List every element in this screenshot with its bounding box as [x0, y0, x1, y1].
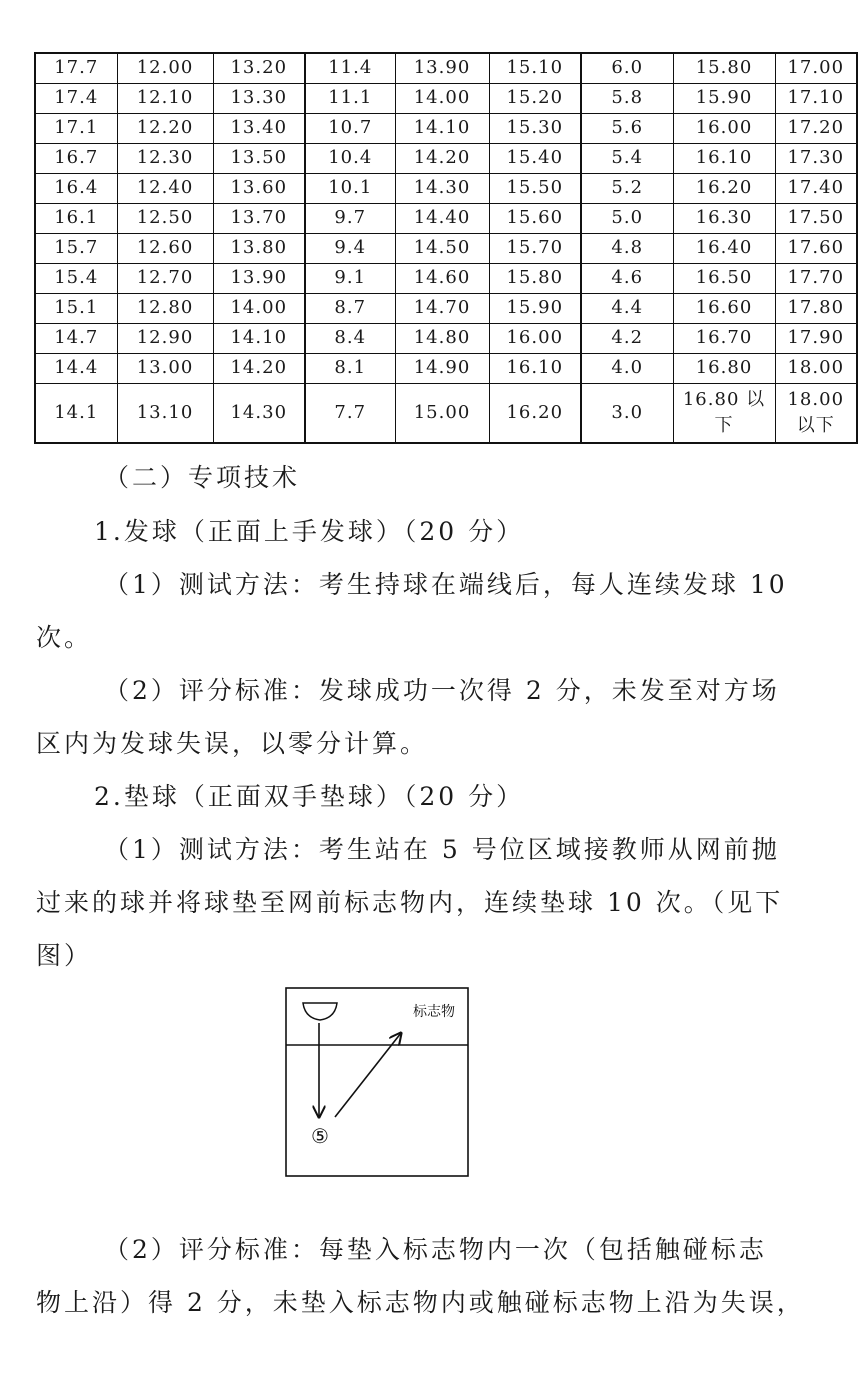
- table-cell: 15.20: [489, 83, 581, 113]
- table-row: [35, 113, 857, 143]
- table-cell: 14.7: [35, 323, 117, 353]
- table-row: [35, 143, 857, 173]
- score-table: [34, 52, 858, 444]
- table-cell: 16.80: [673, 353, 775, 383]
- table-cell: 18.00: [775, 353, 857, 383]
- table-cell: 12.90: [117, 323, 213, 353]
- table-cell: 15.7: [35, 233, 117, 263]
- item1-standard-line2: 区内为发球失误，以零分计算。: [36, 729, 429, 758]
- table-cell: 17.60: [775, 233, 857, 263]
- table-cell: 13.20: [213, 53, 305, 83]
- table-cell: 6.0: [581, 53, 673, 83]
- table-cell: 14.00: [213, 293, 305, 323]
- item2-method-line3: 图）: [36, 941, 93, 970]
- table-cell: 17.70: [775, 263, 857, 293]
- table-row: [35, 173, 857, 203]
- table-cell: 4.8: [581, 233, 673, 263]
- teacher-icon: [303, 1003, 337, 1020]
- table-cell: 15.50: [489, 173, 581, 203]
- item1-standard-line1: （2）评分标准：发球成功一次得 2 分，未发至对方场: [104, 676, 780, 705]
- table-cell: 5.0: [581, 203, 673, 233]
- marker-label: 标志物: [413, 1004, 455, 1020]
- table-cell: 14.10: [395, 113, 489, 143]
- table-cell: 16.1: [35, 203, 117, 233]
- table-cell: 18.00 以下: [775, 383, 857, 443]
- table-cell: 17.40: [775, 173, 857, 203]
- table-row: [35, 83, 857, 113]
- table-cell: 13.00: [117, 353, 213, 383]
- table-cell: 13.40: [213, 113, 305, 143]
- table-cell: 14.50: [395, 233, 489, 263]
- table-cell: 16.70: [673, 323, 775, 353]
- table-cell: 15.1: [35, 293, 117, 323]
- table-cell: 12.60: [117, 233, 213, 263]
- table-cell: 15.40: [489, 143, 581, 173]
- table-cell: 13.50: [213, 143, 305, 173]
- item2-standard-line1: （2）评分标准：每垫入标志物内一次（包括触碰标志: [104, 1235, 767, 1264]
- item2-method-line2: 过来的球并将球垫至网前标志物内，连续垫球 10 次。（见下: [36, 888, 784, 917]
- item2-standard-line2: 物上沿）得 2 分，未垫入标志物内或触碰标志物上沿为失误，: [36, 1288, 805, 1317]
- table-cell: 4.6: [581, 263, 673, 293]
- table-cell: 17.00: [775, 53, 857, 83]
- table-cell: 15.90: [489, 293, 581, 323]
- table-cell: 13.10: [117, 383, 213, 443]
- table-cell: 16.10: [673, 143, 775, 173]
- table-cell: 14.70: [395, 293, 489, 323]
- table-cell: 16.40: [673, 233, 775, 263]
- table-cell: 14.60: [395, 263, 489, 293]
- passing-test-diagram: [285, 987, 469, 1177]
- table-cell: 15.4: [35, 263, 117, 293]
- table-row: [35, 383, 857, 443]
- table-cell: 9.7: [305, 203, 395, 233]
- table-cell: 17.7: [35, 53, 117, 83]
- table-cell: 16.50: [673, 263, 775, 293]
- table-cell: 17.1: [35, 113, 117, 143]
- table-cell: 13.90: [395, 53, 489, 83]
- item1-method-line1: （1）测试方法：考生持球在端线后，每人连续发球 10: [104, 570, 788, 599]
- table-cell: 8.4: [305, 323, 395, 353]
- table-row: [35, 353, 857, 383]
- table-cell: 14.10: [213, 323, 305, 353]
- table-cell: 12.70: [117, 263, 213, 293]
- table-cell: 13.90: [213, 263, 305, 293]
- table-cell: 5.4: [581, 143, 673, 173]
- section-heading: （二）专项技术: [104, 463, 301, 492]
- table-cell: 16.10: [489, 353, 581, 383]
- table-cell: 13.80: [213, 233, 305, 263]
- table-cell: 17.10: [775, 83, 857, 113]
- table-cell: 13.60: [213, 173, 305, 203]
- table-cell: 12.30: [117, 143, 213, 173]
- table-cell: 14.90: [395, 353, 489, 383]
- table-cell: 14.00: [395, 83, 489, 113]
- table-cell: 4.4: [581, 293, 673, 323]
- table-row: [35, 203, 857, 233]
- table-cell: 16.00: [489, 323, 581, 353]
- table-cell: 10.1: [305, 173, 395, 203]
- table-cell: 13.30: [213, 83, 305, 113]
- table-cell: 16.7: [35, 143, 117, 173]
- table-cell: 8.1: [305, 353, 395, 383]
- position-5-label: ⑤: [311, 1124, 329, 1148]
- table-cell: 9.4: [305, 233, 395, 263]
- table-cell: 14.40: [395, 203, 489, 233]
- table-cell: 14.30: [395, 173, 489, 203]
- table-cell: 12.00: [117, 53, 213, 83]
- table-cell: 14.30: [213, 383, 305, 443]
- table-cell: 10.7: [305, 113, 395, 143]
- table-cell: 16.4: [35, 173, 117, 203]
- table-cell: 16.30: [673, 203, 775, 233]
- item2-method-line1: （1）测试方法：考生站在 5 号位区域接教师从网前抛: [104, 835, 780, 864]
- table-cell: 15.00: [395, 383, 489, 443]
- table-cell: 4.2: [581, 323, 673, 353]
- table-row: [35, 323, 857, 353]
- table-cell: 15.80: [489, 263, 581, 293]
- table-cell: 16.60: [673, 293, 775, 323]
- table-cell: 7.7: [305, 383, 395, 443]
- table-cell: 5.2: [581, 173, 673, 203]
- table-cell: 4.0: [581, 353, 673, 383]
- table-cell: 12.80: [117, 293, 213, 323]
- table-cell: 17.30: [775, 143, 857, 173]
- table-cell: 15.70: [489, 233, 581, 263]
- table-row: [35, 293, 857, 323]
- table-cell: 17.4: [35, 83, 117, 113]
- table-cell: 17.80: [775, 293, 857, 323]
- table-cell: 8.7: [305, 293, 395, 323]
- table-cell: 16.20: [673, 173, 775, 203]
- table-cell: 14.4: [35, 353, 117, 383]
- item1-method-line2: 次。: [36, 623, 93, 652]
- table-row: [35, 263, 857, 293]
- table-cell: 9.1: [305, 263, 395, 293]
- table-cell: 17.90: [775, 323, 857, 353]
- table-cell: 10.4: [305, 143, 395, 173]
- table-cell: 5.8: [581, 83, 673, 113]
- table-cell: 17.20: [775, 113, 857, 143]
- table-cell: 12.50: [117, 203, 213, 233]
- table-cell: 12.40: [117, 173, 213, 203]
- table-cell: 15.10: [489, 53, 581, 83]
- table-row: [35, 53, 857, 83]
- table-row: [35, 233, 857, 263]
- table-cell: 16.00: [673, 113, 775, 143]
- table-cell: 15.60: [489, 203, 581, 233]
- table-cell: 11.1: [305, 83, 395, 113]
- table-cell: 12.10: [117, 83, 213, 113]
- table-cell: 17.50: [775, 203, 857, 233]
- item2-title: 2.垫球（正面双手垫球）（20 分）: [94, 782, 525, 811]
- table-cell: 16.20: [489, 383, 581, 443]
- table-cell: 12.20: [117, 113, 213, 143]
- score-table-body: [35, 53, 857, 443]
- item1-title: 1.发球（正面上手发球）（20 分）: [94, 517, 525, 546]
- table-cell: 14.20: [395, 143, 489, 173]
- table-cell: 14.80: [395, 323, 489, 353]
- table-cell: 15.90: [673, 83, 775, 113]
- table-cell: 5.6: [581, 113, 673, 143]
- table-cell: 16.80 以下: [673, 383, 775, 443]
- table-cell: 15.30: [489, 113, 581, 143]
- table-cell: 13.70: [213, 203, 305, 233]
- table-cell: 3.0: [581, 383, 673, 443]
- table-cell: 15.80: [673, 53, 775, 83]
- table-cell: 14.1: [35, 383, 117, 443]
- table-cell: 14.20: [213, 353, 305, 383]
- table-cell: 11.4: [305, 53, 395, 83]
